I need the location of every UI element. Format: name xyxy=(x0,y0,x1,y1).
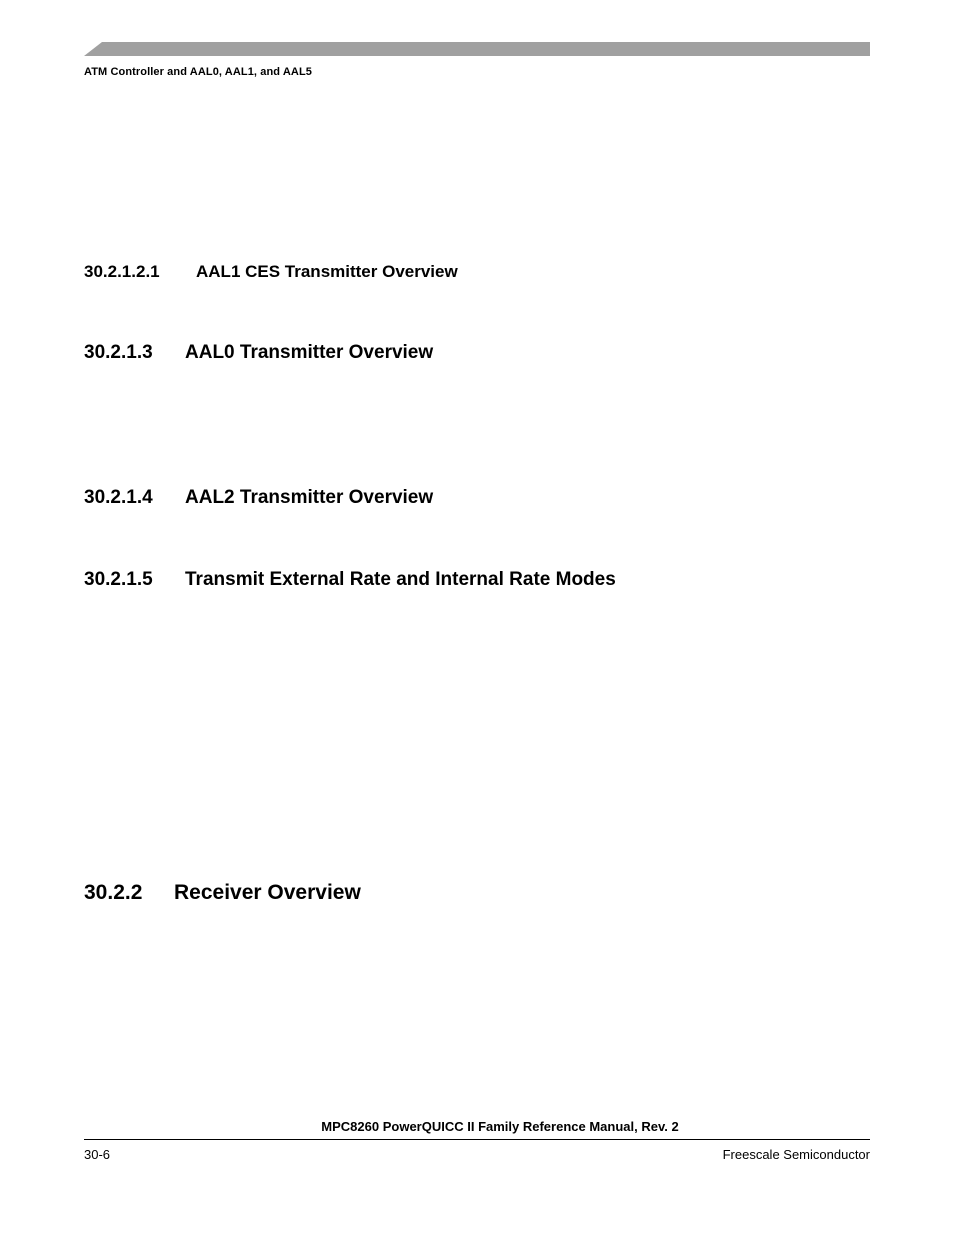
section-title: AAL1 CES Transmitter Overview xyxy=(196,262,458,281)
section-number: 30.2.1.4 xyxy=(84,487,153,508)
running-head: ATM Controller and AAL0, AAL1, and AAL5 xyxy=(84,66,312,78)
section-heading xyxy=(84,487,433,509)
section-title: AAL2 Transmitter Overview xyxy=(185,487,434,508)
header-bar xyxy=(84,42,870,56)
section-heading xyxy=(84,569,616,591)
section-number: 30.2.1.2.1 xyxy=(84,262,160,281)
section-title: AAL0 Transmitter Overview xyxy=(185,342,434,363)
section-number: 30.2.1.5 xyxy=(84,569,153,590)
footer-rule xyxy=(84,1139,870,1140)
section-heading xyxy=(84,342,433,364)
section-heading xyxy=(84,881,361,905)
section-number: 30.2.1.3 xyxy=(84,342,153,363)
page-number: 30-6 xyxy=(84,1147,111,1162)
section-title: Transmit External Rate and Internal Rate Modes xyxy=(185,569,616,590)
section-heading xyxy=(84,262,458,282)
section-number: 30.2.2 xyxy=(84,881,143,904)
footer-manual-title: MPC8260 PowerQUICC II Family Reference Manual, Rev. 2 xyxy=(321,1119,679,1134)
section-title: Receiver Overview xyxy=(174,881,361,904)
footer-company: Freescale Semiconductor xyxy=(722,1147,870,1162)
